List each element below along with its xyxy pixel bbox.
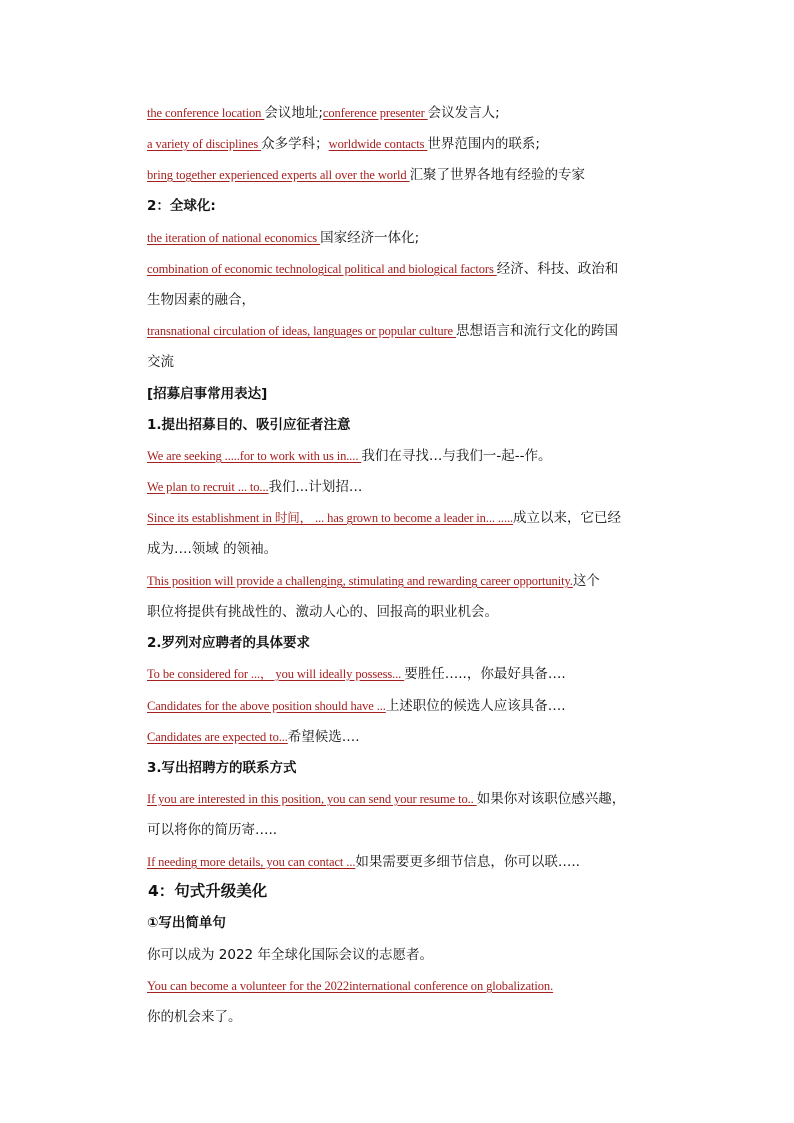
chinese-translation: 汇聚了世界各地有经验的专家 — [409, 167, 586, 183]
subsection-heading — [147, 759, 687, 777]
english-phrase: If you are interested in this position, you can send your resume to.. — [147, 792, 477, 806]
vocab-line — [147, 478, 687, 496]
chinese-translation: 这个 — [572, 573, 600, 589]
section-heading-text: 4：句式升级美化 — [148, 882, 268, 900]
chinese-translation: 可以将你的简历寄….. — [147, 822, 278, 838]
subsection-heading-text: 1.提出招募目的、吸引应征者注意 — [147, 417, 351, 433]
subsection-heading — [147, 416, 687, 434]
chinese-sentence — [147, 946, 687, 964]
english-phrase: To be considered for ...， you will ideally possess... — [147, 667, 405, 681]
english-phrase: This position will provide a challenging, stimulating and rewarding career opportunity. — [147, 574, 573, 588]
section-heading-text: 2：全球化: — [147, 198, 216, 214]
chinese-translation: 成为….领域 的领袖。 — [147, 541, 278, 557]
english-phrase: the conference location — [147, 106, 265, 120]
vocab-line — [147, 853, 687, 871]
vocab-line — [147, 572, 687, 590]
vocab-line — [147, 509, 687, 527]
english-phrase: We are seeking .....for to work with us in.... — [147, 449, 362, 463]
vocab-line-continued — [147, 821, 687, 839]
vocab-line — [147, 135, 687, 153]
section-heading — [147, 197, 687, 215]
section-heading-text: [招募启事常用表达] — [147, 386, 268, 402]
english-phrase: worldwide contacts — [328, 137, 428, 151]
section-heading — [148, 882, 688, 901]
subsection-heading-text: 3.写出招聘方的联系方式 — [147, 760, 297, 776]
chinese-text: 你可以成为 2022 年全球化国际会议的志愿者。 — [147, 947, 433, 963]
chinese-translation: 国家经济一体化; — [320, 230, 420, 246]
vocab-line — [147, 447, 687, 465]
chinese-translation: 会议地址; — [264, 105, 323, 121]
chinese-translation: 会议发言人; — [427, 105, 500, 121]
english-phrase: We plan to recruit ... to... — [147, 480, 269, 494]
chinese-translation: 成立以来，它已经 — [513, 510, 622, 526]
vocab-line-continued — [147, 603, 687, 621]
vocab-line — [147, 728, 687, 746]
chinese-translation: 我们...计划招… — [268, 479, 363, 495]
vocab-line — [147, 322, 687, 340]
chinese-sentence — [147, 1008, 687, 1026]
vocab-line — [147, 166, 687, 184]
vocab-line-continued — [147, 291, 687, 309]
subsection-heading-text: ①写出简单句 — [147, 915, 226, 931]
chinese-translation: 如果需要更多细节信息，你可以联….. — [355, 854, 580, 870]
subsection-heading — [147, 634, 687, 652]
vocab-line — [147, 697, 687, 715]
chinese-translation: 思想语言和流行文化的跨国 — [456, 323, 619, 339]
english-phrase: You can become a volunteer for the 2022international conference on globalization. — [147, 979, 554, 993]
chinese-translation: 交流 — [147, 354, 174, 370]
vocab-line — [147, 260, 687, 278]
english-phrase: bring together experienced experts all over the world — [147, 168, 410, 182]
chinese-translation: 希望候选…. — [287, 729, 360, 745]
chinese-text: 你的机会来了。 — [147, 1009, 242, 1025]
subsection-heading — [147, 914, 687, 932]
chinese-translation: 经济、科技、政治和 — [496, 261, 619, 277]
english-phrase: the iteration of national economics — [147, 231, 321, 245]
chinese-translation: 世界范围内的联系; — [427, 136, 540, 152]
english-phrase: Since its establishment in 时间， ... has grown to become a leader in... ..... — [147, 511, 514, 525]
vocab-line — [147, 665, 687, 683]
english-phrase: a variety of disciplines — [147, 137, 262, 151]
english-phrase: combination of economic technological political and biological factors — [147, 262, 497, 276]
chinese-translation: 要胜任…..，你最好具备…. — [404, 666, 566, 682]
chinese-translation: 如果你对该职位感兴趣， — [476, 791, 626, 807]
english-phrase: If needing more details, you can contact ... — [147, 855, 356, 869]
vocab-line-continued — [147, 540, 687, 558]
chinese-translation: 众多学科； — [261, 136, 329, 152]
chinese-translation: 上述职位的候选人应该具备…. — [385, 698, 566, 714]
subsection-heading-text: 2.罗列对应聘者的具体要求 — [147, 635, 311, 651]
chinese-translation: 职位将提供有挑战性的、激动人心的、回报高的职业机会。 — [147, 604, 498, 620]
vocab-line — [147, 104, 687, 122]
english-phrase: transnational circulation of ideas, languages or popular culture — [147, 324, 457, 338]
english-phrase: conference presenter — [322, 106, 428, 120]
english-phrase: Candidates for the above position should have ... — [147, 699, 386, 713]
vocab-line-continued — [147, 353, 687, 371]
vocab-line — [147, 229, 687, 247]
section-heading — [147, 385, 687, 403]
vocab-line — [147, 790, 687, 808]
chinese-translation: 生物因素的融合， — [147, 292, 255, 308]
english-phrase: Candidates are expected to... — [147, 730, 288, 744]
english-sentence — [147, 977, 687, 995]
chinese-translation: 我们在寻找…与我们一-起--作。 — [361, 448, 552, 464]
